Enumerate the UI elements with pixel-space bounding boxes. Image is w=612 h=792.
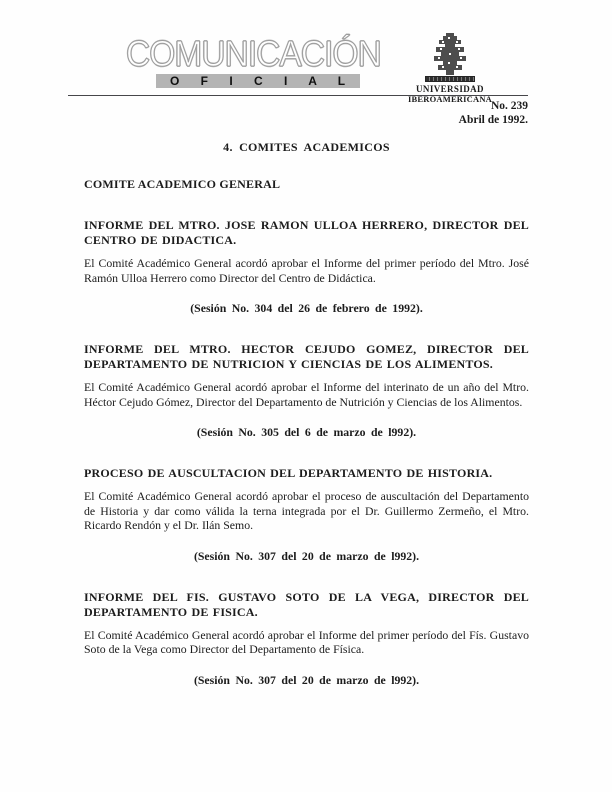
issue-number: No. 239 xyxy=(490,100,528,112)
entry-informe-soto xyxy=(84,590,529,688)
entry-body: El Comité Académico General acordó aprobar el Informe del primer período del Fís. Gustavo Soto de la Vega como Director del Departamento de Física. xyxy=(84,627,529,656)
header-divider xyxy=(68,95,528,96)
logo-institution-line1: UNIVERSIDAD xyxy=(416,84,484,94)
entry-proceso-historia xyxy=(84,466,529,564)
entry-informe-ulloa xyxy=(84,218,529,316)
logo-motto-bar xyxy=(425,76,475,82)
entry-session: (Sesión No. 307 del 20 de marzo de l992). xyxy=(193,672,420,687)
entry-session: (Sesión No. 305 del 6 de marzo de l992). xyxy=(196,425,417,439)
university-logo xyxy=(406,33,494,104)
logo-institution-line2: IBEROAMERICANA xyxy=(407,94,493,104)
masthead-subtitle: O F I C I A L xyxy=(156,74,360,88)
entry-informe-cejudo xyxy=(84,342,529,440)
entry-heading: PROCESO DE AUSCULTACION DEL DEPARTAMENTO DE HISTORIA. xyxy=(84,466,493,480)
entry-heading: INFORME DEL MTRO. HECTOR CEJUDO GOMEZ, DIRECTOR DEL DEPARTAMENTO DE NUTRICION Y CIENCIAS DE LOS ALIMENTOS. xyxy=(84,342,529,371)
page-title: 4. COMITES ACADEMICOS xyxy=(223,140,390,154)
university-emblem-icon xyxy=(431,33,469,75)
issue-date: Abril de 1992. xyxy=(458,114,528,126)
masthead xyxy=(126,33,381,90)
document-body xyxy=(84,140,529,714)
section-heading: COMITE ACADEMICO GENERAL xyxy=(84,177,281,191)
entry-heading: INFORME DEL FIS. GUSTAVO SOTO DE LA VEGA, DIRECTOR DEL DEPARTAMENTO DE FISICA. xyxy=(84,589,529,619)
entry-body: El Comité Académico General acordó aprobar el proceso de auscultación del Departamento de Historia y dar como válida la terna integrada por el Dr. Guillermo Zermeño, el Mtro. Ricardo Rendón y el Dr. Ilán Semo. xyxy=(84,489,529,532)
entry-heading: INFORME DEL MTRO. JOSE RAMON ULLOA HERRERO, DIRECTOR DEL CENTRO DE DIDACTICA. xyxy=(84,218,529,247)
entry-body: El Comité Académico General acordó aprobar el Informe del primer período del Mtro. José Ramón Ulloa Herrero como Director del Centro de Didáctica. xyxy=(84,256,529,285)
masthead-title: COMUNICACIÓN xyxy=(126,33,381,74)
issue-block xyxy=(459,99,528,127)
entry-session: (Sesión No. 304 del 26 de febrero de 1992). xyxy=(190,301,423,315)
entry-body: El Comité Académico General acordó aprobar el Informe del interinato de un año del Mtro. Héctor Cejudo Gómez, Director del Departamento de Nutrición y Ciencias de los Alimentos. xyxy=(84,380,529,409)
entry-session: (Sesión No. 307 del 20 de marzo de l992). xyxy=(193,548,420,563)
